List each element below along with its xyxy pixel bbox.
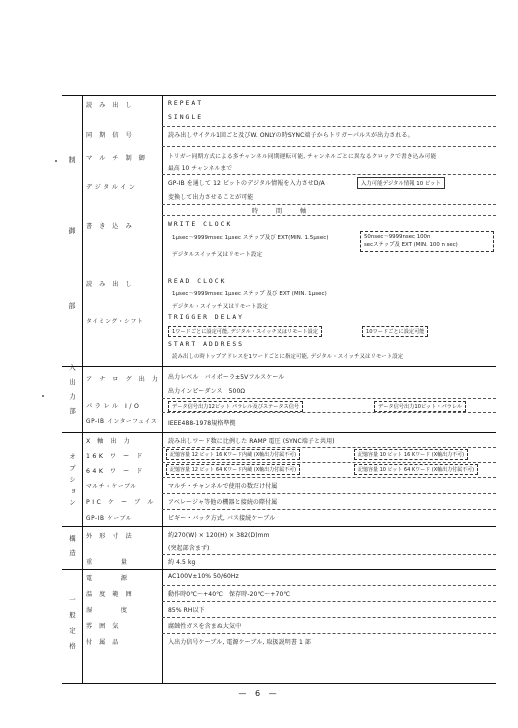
row-label-write: 書 き 込 み xyxy=(86,223,135,230)
row-divider xyxy=(162,462,496,463)
start-address-title: START ADDRESS xyxy=(168,340,245,348)
trigger-delay-box-1: 1ワードごとに設定可能, デジタル・スイッチ又はリモート設定 xyxy=(168,326,322,337)
read-clock-title: READ CLOCK xyxy=(168,277,227,285)
row-label-timing: タイミング・シフト xyxy=(86,319,144,325)
16k-box-2: 記憶容量 10 ビット 16 Kワード (X軸出力不可) xyxy=(354,449,468,460)
write-clock-note: 50nsec〜9999nsec 100n secステップ及 EXT (MIN. 100 n sec) xyxy=(360,231,494,252)
accessories-text: 入出力信号ケーブル, 電源ケーブル, 取扱説明書 1 部 xyxy=(168,639,311,646)
write-clock-range: 1μsec〜9999msec 1μsec ステップ及び EXT(MIN. 1.5μsec) xyxy=(172,235,329,241)
row-label-x-axis: X 軸 出 力 xyxy=(86,438,133,445)
weight-text: 約 4.5 kg xyxy=(168,559,196,566)
section-control-label: 制 xyxy=(68,156,76,164)
row-label-multi: マ ル チ 制 御 xyxy=(86,155,148,162)
analog-out-impedance: 出力インピーダンス 500Ω xyxy=(168,388,246,395)
row-label-accessories: 付 属 品 xyxy=(86,639,121,646)
parallel-io-box-2: データ信号出力10ビット・パラレル xyxy=(374,401,466,412)
row-label-analog-out: ア ナ ロ グ 出 力 xyxy=(86,376,160,383)
row-label-16k: 16K ワ ー ド xyxy=(86,453,145,460)
time-axis-header: 時 間 軸 xyxy=(252,208,313,215)
row-label-atmosphere: 雰 囲 気 xyxy=(86,623,121,630)
gpib-cable-text: ピギー・バック方式, バス接続ケーブル xyxy=(168,515,276,522)
power-text: AC100V±10% 50/60Hz xyxy=(168,573,239,580)
spec-table xyxy=(62,95,496,684)
row-label-dimensions: 外 形 寸 法 xyxy=(86,533,135,540)
section-general-label: 一般定格 xyxy=(68,595,76,658)
row-label-read: 読 み 出 し xyxy=(86,281,135,288)
read-clock-setting: デジタル・スイッチ又はリモート設定 xyxy=(172,304,269,310)
row-divider xyxy=(162,412,496,413)
read-clock-range: 1μsec〜9999msec 1μsec ステップ 及び EXT (MIN. 1μsec) xyxy=(172,291,327,297)
pic-cable-text: アベレージャ等他の機器と接続の際付属 xyxy=(168,499,278,506)
dimensions-line-2: (突起部含まず) xyxy=(168,545,210,552)
table-divider xyxy=(162,96,163,683)
scan-speck xyxy=(42,395,44,397)
row-divider xyxy=(162,493,496,494)
row-label-sync: 同 期 信 号 xyxy=(86,132,135,139)
multi-cable-text: マルチ・チャンネルで使用の数だけ付属 xyxy=(168,483,278,490)
digital-in-note: 入力可能デジタル情報 10 ビット xyxy=(357,177,445,189)
16k-box-1: 記憶容量 12 ビット 16 Kワード内蔵 (X軸出力付属不可) xyxy=(166,449,300,460)
section-control-label-2: 御 xyxy=(68,227,76,235)
write-clock-setting: デジタルスイッチ又はリモート設定 xyxy=(172,252,263,258)
start-address-text: 読み出しの時トップアドレスを1ワードごとに指定可能, デジタル・スイッチ又はリモート設定 xyxy=(172,354,404,360)
analog-out-level: 出力レベル バイポーラ±5Vフルスケール xyxy=(168,374,285,381)
row-divider xyxy=(162,204,496,205)
row-divider xyxy=(162,398,496,399)
section-structure-label: 構造 xyxy=(68,534,76,564)
atmosphere-text: 腐蝕性ガスを含まぬ大気中 xyxy=(168,623,242,630)
row-divider xyxy=(162,601,496,602)
section-divider xyxy=(62,526,496,527)
row-divider xyxy=(162,174,496,175)
64k-box-1: 記憶容量 12 ビット 64 Kワード内蔵 (X軸出力付属不可) xyxy=(166,464,300,475)
row-label-gpib: GP-IB インターフェイス xyxy=(86,419,158,425)
row-label-temperature: 温 度 範 囲 xyxy=(86,591,135,598)
row-label-pic-cable: PIC ケ ー ブ ル xyxy=(86,499,156,506)
temperature-text: 動作時0℃〜+40℃ 保存時-20℃〜+70℃ xyxy=(168,591,291,598)
row-label-multi-cable: マルチ・ケーブル xyxy=(86,484,137,490)
row-divider xyxy=(162,554,496,555)
row-label-digital-in: デジタルイン xyxy=(86,184,138,191)
digital-in-line-2: 変換して出力させることが可能 xyxy=(168,194,254,201)
section-divider xyxy=(62,569,496,570)
sync-text: 読み出しサイクル1回ごと及びW. ONLYの時SYNC端子からトリガーパルスが出力される。 xyxy=(168,132,414,139)
row-divider xyxy=(162,447,496,448)
gpib-text: IEEE488-1978規格準拠 xyxy=(168,420,236,427)
row-label-weight: 重 量 xyxy=(86,559,130,566)
row-divider xyxy=(162,146,496,147)
multi-line-2: 最高 10 チャンネルまで xyxy=(168,166,233,172)
row-divider xyxy=(162,477,496,478)
page-number: — 6 — xyxy=(238,689,280,698)
row-divider xyxy=(162,617,496,618)
write-clock-title: WRITE CLOCK xyxy=(168,220,233,228)
scan-speck xyxy=(55,160,57,162)
x-axis-text: 読み出しワード数に比例した RAMP 電圧 (SYNC端子と共用) xyxy=(168,438,335,445)
64k-box-2: 記憶容量 10 ビット 64 Kワード (X軸出力付属不可) xyxy=(354,464,478,475)
row-label-humidity: 湿 度 xyxy=(86,607,130,614)
row-divider xyxy=(162,126,496,127)
row-label-readout: 読 み 出 し xyxy=(86,102,135,109)
row-label-parallel-io: パラレル I/O xyxy=(86,403,142,410)
row-label-power: 電 源 xyxy=(86,575,130,582)
multi-line-1: トリガー同期方式による多チャンネル同期運転可能, チャンネルごとに異なるクロックで書き込み可能 xyxy=(168,154,437,160)
readout-repeat: REPEAT xyxy=(168,99,204,107)
row-divider xyxy=(162,509,496,510)
readout-single: SINGLE xyxy=(168,113,204,121)
humidity-text: 85% RH以下 xyxy=(168,607,205,614)
table-divider xyxy=(82,96,83,683)
section-control-label-3: 部 xyxy=(68,302,76,310)
trigger-delay-box-2: 10ワードごとに設定可能 xyxy=(362,326,428,337)
row-divider xyxy=(162,633,496,634)
row-label-64k: 64K ワ ー ド xyxy=(86,468,145,475)
section-io-label: 入出力部 xyxy=(68,364,76,422)
trigger-delay-title: TRIGGER DELAY xyxy=(168,313,245,321)
section-divider xyxy=(62,432,496,433)
row-divider xyxy=(162,585,496,586)
row-divider xyxy=(162,215,496,216)
dimensions-line-1: 約270(W) × 120(H) × 382(D)mm xyxy=(168,532,270,539)
digital-in-line-1: GP-IB を通して 12 ビットのデジタル情報を入力させD/A xyxy=(168,180,325,187)
row-label-gpib-cable: GP-IB ケーブル xyxy=(86,516,133,522)
section-option-label: オプション xyxy=(68,452,76,511)
section-divider xyxy=(62,366,496,367)
parallel-io-box-1: データ信号出力12ビット パラレル及びステータス信号 xyxy=(168,401,303,412)
